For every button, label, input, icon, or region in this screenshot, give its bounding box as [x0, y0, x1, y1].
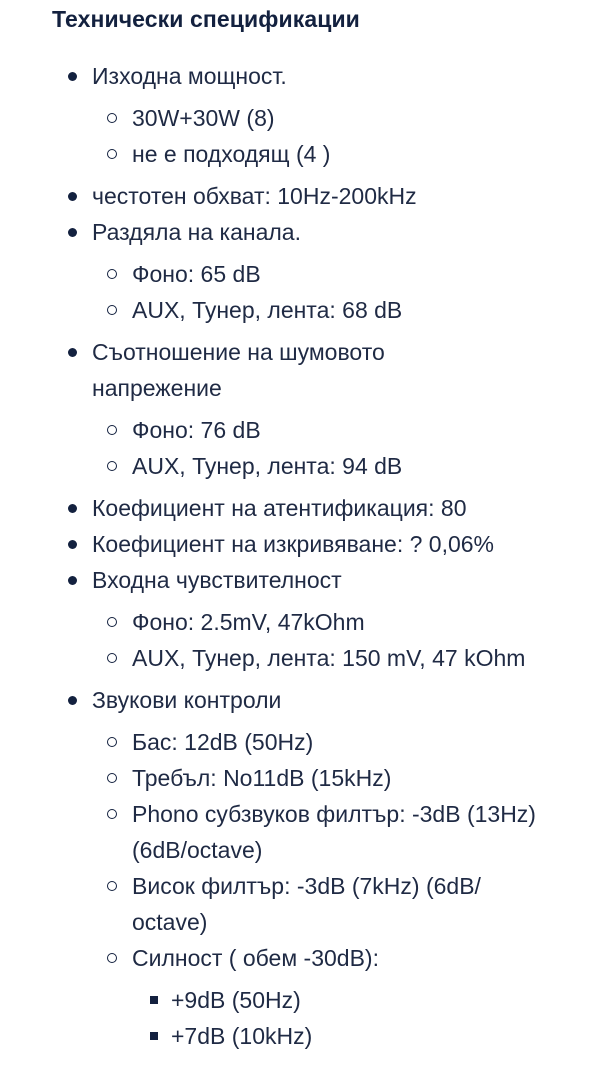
bullet-circle-icon	[107, 773, 117, 783]
bullet-dot-icon	[68, 504, 77, 513]
bullet-dot-icon	[68, 228, 77, 237]
sub-list	[92, 724, 610, 1054]
bullet-dot-icon	[68, 348, 77, 357]
sub-list	[92, 256, 610, 328]
sub-item: AUX, Тунер, лента: 94 dB	[91, 448, 440, 484]
bullet-circle-icon	[107, 425, 117, 435]
bullet-circle-icon	[107, 269, 117, 279]
spec-item-tone-controls: Звукови контроли Бас: 12dB (50Hz) Требъл: No11dB (15kHz) Phono субзвуков филтър: -3dB (13Hz) (6dB/octave) Висок филтър: -3dB (7kHz) (6dB/ octave) Силност ( обем -30dB): +9dB (50Hz) +7dB (10kHz)	[0, 682, 610, 1054]
sub-item: AUX, Тунер, лента: 68 dB	[91, 292, 610, 328]
bullet-circle-icon	[107, 881, 117, 891]
sub-item: не е подходящ (4 )	[91, 136, 610, 172]
bullet-circle-icon	[107, 461, 117, 471]
bullet-dot-icon	[68, 576, 77, 585]
bullet-circle-icon	[107, 149, 117, 159]
sub-item: AUX, Тунер, лента: 150 mV, 47 kOhm	[91, 640, 610, 676]
sub-sub-item: +7dB (10kHz)	[132, 1018, 560, 1054]
sub-sub-list	[132, 982, 560, 1054]
bullet-circle-icon	[107, 653, 117, 663]
sub-item: Фоно: 65 dB	[91, 256, 610, 292]
sub-item: Силност ( обем -30dB): +9dB (50Hz) +7dB (10kHz)	[91, 940, 610, 1054]
sub-item: Фоно: 2.5mV, 47kOhm	[91, 604, 610, 640]
bullet-circle-icon	[107, 617, 117, 627]
spec-item-signal-noise: Съотношение на шумовото напрежение Фоно: 76 dB AUX, Тунер, лента: 94 dB	[0, 334, 610, 484]
sub-list	[92, 604, 610, 676]
sub-sub-item: +9dB (50Hz)	[132, 982, 560, 1018]
sub-item: Требъл: No11dB (15kHz)	[91, 760, 610, 796]
sub-item: Бас: 12dB (50Hz)	[91, 724, 610, 760]
sub-list	[92, 100, 610, 172]
sub-item: 30W+30W (8)	[91, 100, 610, 136]
spec-item-distortion: Коефициент на изкривяване: ? 0,06%	[0, 526, 610, 562]
bullet-dot-icon	[68, 540, 77, 549]
bullet-dot-icon	[68, 192, 77, 201]
bullet-circle-icon	[107, 113, 117, 123]
bullet-square-icon	[150, 1032, 158, 1040]
spec-item-output-power: Изходна мощност. 30W+30W (8) не е подходящ (4 )	[0, 58, 610, 172]
spec-item-damping-factor: Коефициент на атентификация: 80	[0, 490, 610, 526]
bullet-square-icon	[150, 996, 158, 1004]
bullet-dot-icon	[68, 696, 77, 705]
section-title: Технически спецификации	[52, 6, 360, 32]
sub-item: Висок филтър: -3dB (7kHz) (6dB/ octave)	[91, 868, 610, 940]
spec-item-frequency-range: честотен обхват: 10Hz-200kHz	[0, 178, 610, 214]
spec-item-input-sensitivity: Входна чувствителност Фоно: 2.5mV, 47kOhm AUX, Тунер, лента: 150 mV, 47 kOhm	[0, 562, 610, 676]
bullet-circle-icon	[107, 737, 117, 747]
sub-item: Фоно: 76 dB	[91, 412, 440, 448]
bullet-circle-icon	[107, 305, 117, 315]
spec-list	[0, 58, 610, 1060]
bullet-circle-icon	[107, 953, 117, 963]
spec-item-channel-separation: Раздяла на канала. Фоно: 65 dB AUX, Тунер, лента: 68 dB	[0, 214, 610, 328]
bullet-dot-icon	[68, 72, 77, 81]
sub-list	[92, 412, 440, 484]
sub-item: Phono субзвуков филтър: -3dB (13Hz) (6dB/octave)	[91, 796, 610, 868]
bullet-circle-icon	[107, 809, 117, 819]
